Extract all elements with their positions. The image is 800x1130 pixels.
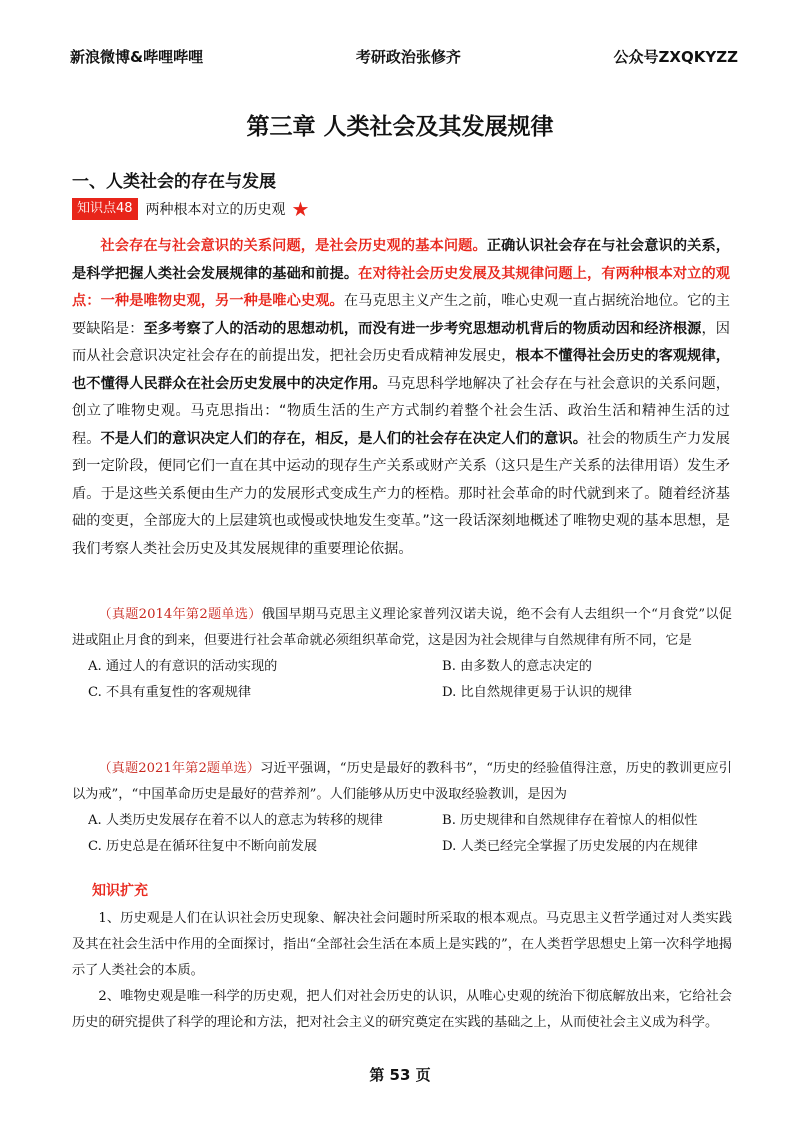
section-heading: 一、人类社会的存在与发展 xyxy=(72,172,276,192)
text-key-bold: 不是人们的意识决定人们的存在，相反，是人们的社会存在决定人们的意识。 xyxy=(100,430,588,447)
star-icon: ★ xyxy=(291,197,310,221)
option-a: A. 人类历史发展存在着不以人的意志为转移的规律 xyxy=(88,813,383,828)
question-options xyxy=(72,654,732,706)
text-key-red: 在对待社会历史发展及其规律问题上，有两种根本对立的观点：一种是唯物史观，另一种是唯心史观。 xyxy=(72,265,730,309)
question-text: 俄国早期马克思主义理论家普列汉诺夫说，绝不会有人去组织一个“月食党”以促进或阻止月食的到来，但要进行社会革命就必须组织革命党，这是因为社会规律与自然规律有所不同，它是 xyxy=(72,607,732,648)
text-normal: 在马克思主义产生之前，唯心史观一直占据统治地位。它的主要缺陷是： xyxy=(72,293,730,337)
option-b: B. 由多数人的意志决定的 xyxy=(442,659,592,674)
question-stem xyxy=(72,756,732,808)
knowledge-point-tag: 知识点48 xyxy=(72,198,138,220)
exam-question-1 xyxy=(72,602,732,706)
option-d: D. 人类已经完全掌握了历史发展的内在规律 xyxy=(442,839,698,854)
text-normal: 社会的物质生产力发展到一定阶段，便同它们一直在其中运动的现存生产关系或财产关系（这只是生产关系的法律用语）发生矛盾。于是这些关系便由生产力的发展形式变成生产力的桎梏。那时社会革命的时代就到来了。随着经济基础的变更，全部庞大的上层建筑也或慢或快地发生变革。”这一段话深刻地概述了唯物史观的基本思想，是我们考察人类社会历史及其发展规律的重要理论依据。 xyxy=(72,430,730,557)
text-key-bold: 至多考察了人的活动的思想动机，而没有进一步考究思想动机背后的物质动因和经济根源 xyxy=(143,320,702,337)
extension-heading: 知识扩充 xyxy=(92,883,148,899)
question-tag: （真题2014年第2题单选） xyxy=(98,607,262,622)
option-b: B. 历史规律和自然规律存在着惊人的相似性 xyxy=(442,813,698,828)
main-paragraph xyxy=(72,233,730,563)
text-normal: 马克思科学地解决了社会存在与社会意识的关系问题，创立了唯物史观。马克思指出：“物质生活的生产方式制约着整个社会生活、政治生活和精神生活的过程。 xyxy=(72,375,730,447)
header-center: 考研政治张修齐 xyxy=(355,47,461,66)
option-c: C. 历史总是在循环往复中不断向前发展 xyxy=(88,839,318,854)
page-number: 第 53 页 xyxy=(369,1066,431,1084)
exam-question-2 xyxy=(72,756,732,860)
option-c: C. 不具有重复性的客观规律 xyxy=(88,685,252,700)
knowledge-point-title: 两种根本对立的历史观 xyxy=(145,202,286,218)
header-left: 新浪微博&哔哩哔哩 xyxy=(70,47,204,66)
question-stem xyxy=(72,602,732,654)
text-key-bold: 根本不懂得社会历史的客观规律，也不懂得人民群众在社会历史发展中的决定作用。 xyxy=(72,348,730,392)
page-header xyxy=(70,44,738,68)
header-right: 公众号ZXQKYZZ xyxy=(613,47,738,66)
knowledge-point-row xyxy=(72,197,309,221)
question-tag: （真题2021年第2题单选） xyxy=(98,761,261,776)
text-key-red: 社会存在与社会意识的关系问题，是社会历史观的基本问题。 xyxy=(100,238,487,254)
text-normal: ，因而从社会意识决定社会存在的前提出发，把社会历史看成精神发展史， xyxy=(72,320,730,364)
option-a: A. 通过人的有意识的活动实现的 xyxy=(88,659,278,674)
chapter-title: 第三章 人类社会及其发展规律 xyxy=(246,114,554,140)
question-text: 习近平强调，“历史是最好的教科书”，“历史的经验值得注意，历史的教训更应引以为戒”，“中国革命历史是最好的营养剂”。人们能够从历史中汲取经验教训，是因为 xyxy=(72,761,732,802)
text-key-bold: 正确认识社会存在与社会意识的关系，是科学把握人类社会发展规律的基础和前提。 xyxy=(72,238,730,282)
extension-paragraph-2: 2、唯物史观是唯一科学的历史观，把人们对社会历史的认识，从唯心史观的统治下彻底解放出来，它给社会历史的研究提供了科学的理论和方法，把对社会主义的研究奠定在实践的基础之上，从而使社会主义成为科学。 xyxy=(72,989,732,1030)
extension-paragraph-1: 1、历史观是人们在认识社会历史现象、解决社会问题时所采取的根本观点。马克思主义哲学通过对人类实践及其在社会生活中作用的全面探讨，指出“全部社会生活在本质上是实践的”，在人类哲学思想史上第一次科学地揭示了人类社会的本质。 xyxy=(72,911,732,978)
question-options xyxy=(72,808,732,860)
option-d: D. 比自然规律更易于认识的规律 xyxy=(442,685,632,700)
